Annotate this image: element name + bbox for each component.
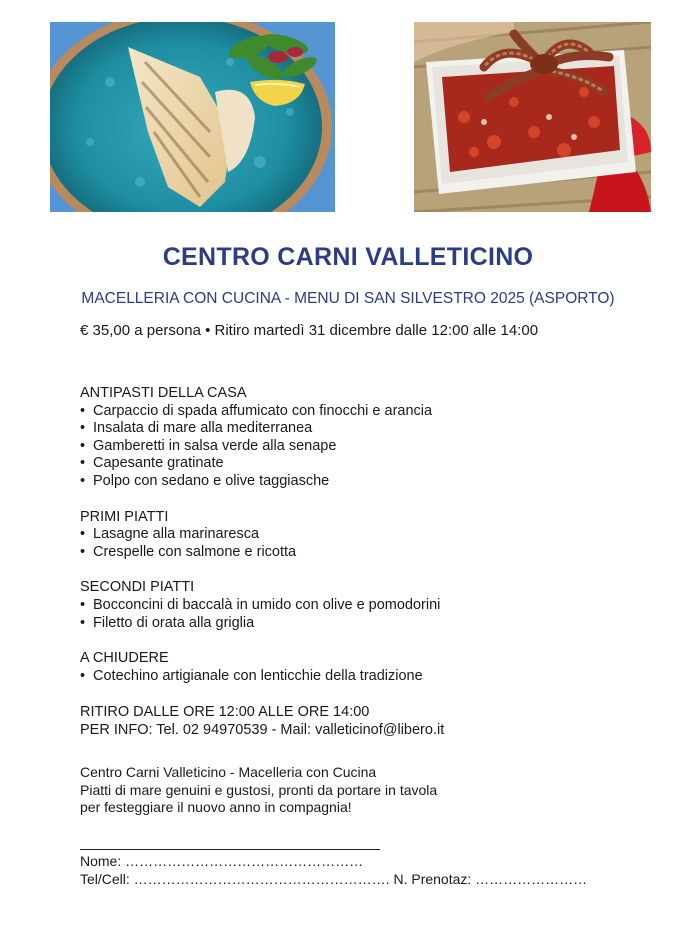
- menu-section-primi: [80, 509, 640, 562]
- section-title: A CHIUDERE: [80, 650, 169, 667]
- price-and-pickup-line: € 35,00 a persona • Ritiro martedì 31 dicembre dalle 12:00 alle 14:00: [80, 322, 539, 339]
- menu-item: • Filetto di orata alla griglia: [80, 615, 640, 633]
- menu-item: • Cotechino artigianale con lenticchie della tradizione: [80, 668, 640, 686]
- menu-item: • Carpaccio di spada affumicato con finocchi e arancia: [80, 403, 640, 421]
- menu-section-secondi: [80, 579, 640, 632]
- menu-section-chiudere: [80, 650, 640, 685]
- contact-info: PER INFO: Tel. 02 94970539 - Mail: valleticinof@libero.it: [80, 722, 445, 739]
- tel-field-line: Tel/Cell: ………………………………………………. N. Prenotaz: ……………………: [80, 871, 588, 887]
- menu-item: • Lasagne alla marinaresca: [80, 526, 640, 544]
- name-field-line: Nome: ……………………………………………: [80, 853, 364, 869]
- grilled-fish-photo: [50, 22, 335, 212]
- section-title: ANTIPASTI DELLA CASA: [80, 385, 247, 401]
- octopus-dish-photo: [414, 22, 651, 212]
- menu-item: • Polpo con sedano e olive taggiasche: [80, 473, 640, 491]
- menu-item: • Insalata di mare alla mediterranea: [80, 420, 640, 438]
- menu-item: • Bocconcini di baccalà in umido con olive e pomodorini: [80, 597, 640, 615]
- divider: [80, 849, 380, 850]
- section-title: PRIMI PIATTI: [80, 508, 169, 525]
- menu-section-antipasti: [80, 385, 640, 491]
- footer-text: [80, 764, 437, 817]
- menu-list: [80, 385, 640, 739]
- page-title: CENTRO CARNI VALLETICINO: [162, 243, 534, 271]
- menu-item: • Crespelle con salmone e ricotta: [80, 544, 640, 562]
- menu-item: • Gamberetti in salsa verde alla senape: [80, 438, 640, 456]
- menu-item: • Capesante gratinate: [80, 455, 640, 473]
- section-title: SECONDI PIATTI: [80, 579, 195, 596]
- pickup-hours: RITIRO DALLE ORE 12:00 ALLE ORE 14:00: [80, 704, 370, 721]
- footer-line: Piatti di mare genuini e gustosi, pronti da portare in tavola: [80, 781, 438, 798]
- page-subtitle: MACELLERIA CON CUCINA - MENU DI SAN SILVESTRO 2025 (ASPORTO): [81, 290, 615, 307]
- footer-line: Centro Carni Valleticino - Macelleria con Cucina: [80, 764, 377, 780]
- footer-line: per festeggiare il nuovo anno in compagnia!: [80, 799, 352, 815]
- reservation-form: [80, 852, 587, 888]
